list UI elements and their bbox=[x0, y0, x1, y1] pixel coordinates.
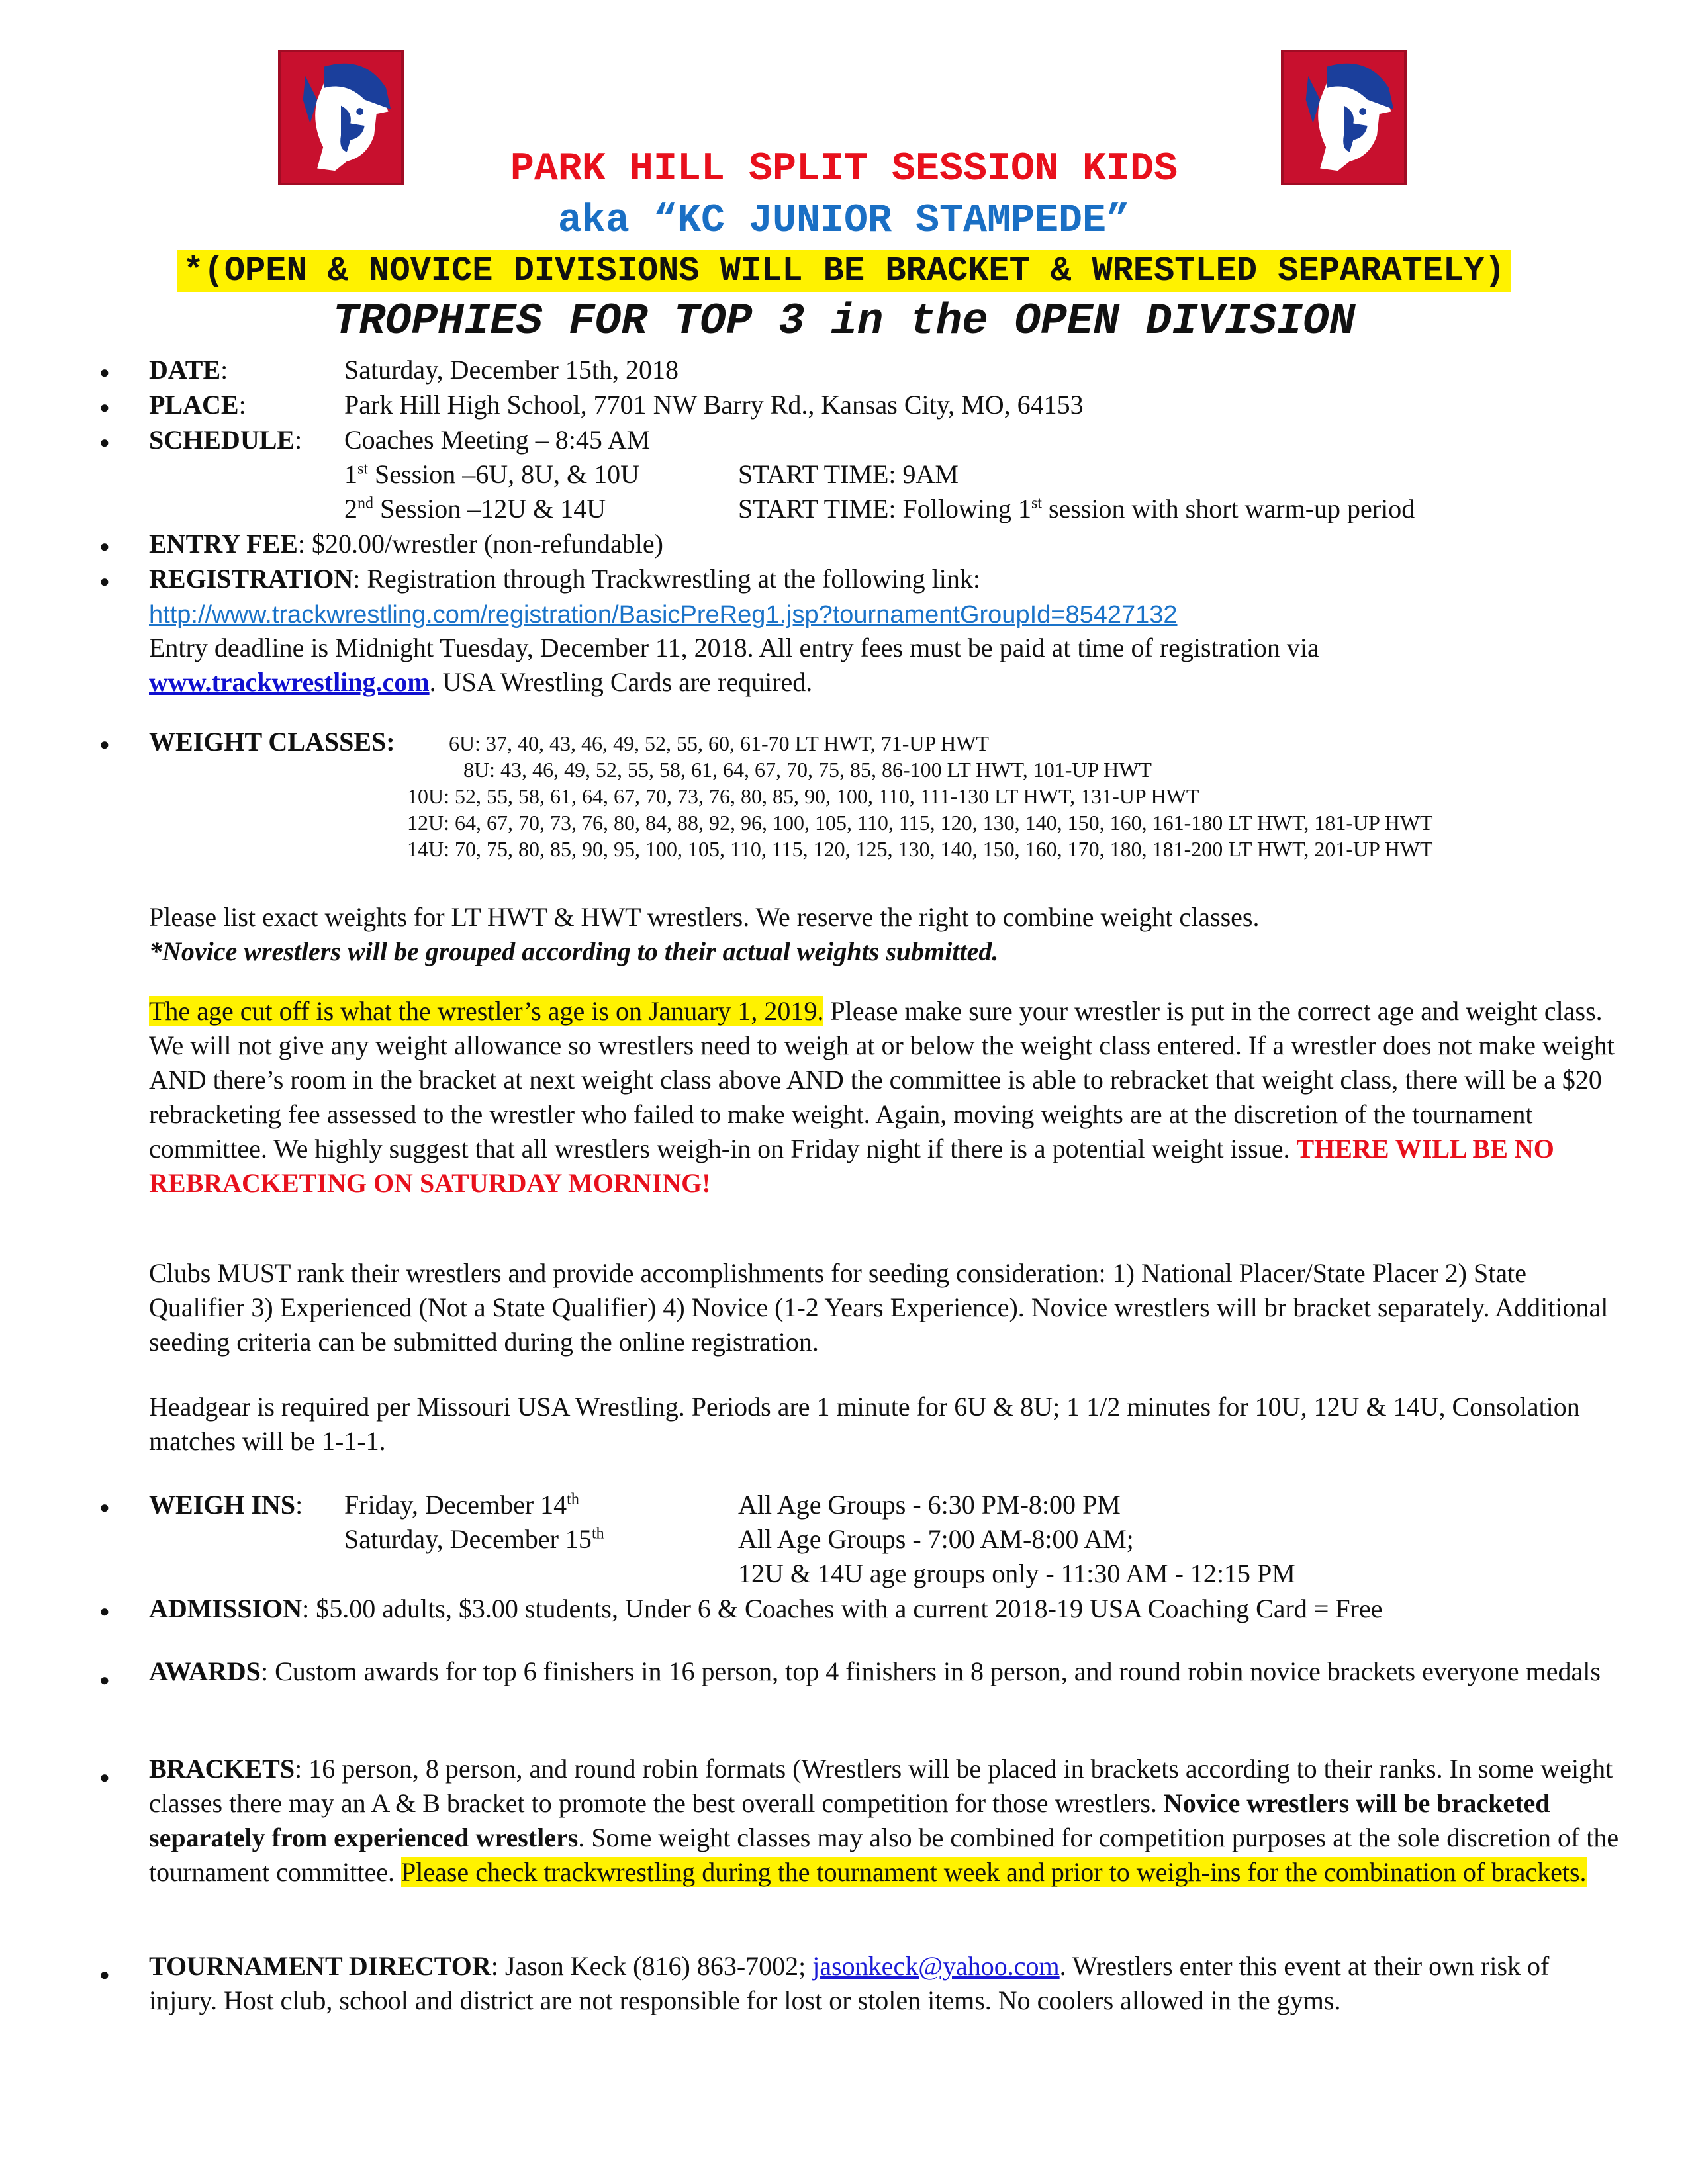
awards: ● AWARDS: Custom awards for top 6 finishers in 16 person, top 4 finishers in 8 person, and round robin novice brackets everyone medals bbox=[149, 1655, 1622, 1689]
date-value: Saturday, December 15th, 2018 bbox=[344, 355, 679, 385]
director-email-link[interactable]: jasonkeck@yahoo.com bbox=[812, 1951, 1060, 1981]
bullet-icon: ● bbox=[99, 1670, 110, 1690]
bullet-icon: ● bbox=[99, 1768, 110, 1787]
novice-note: *Novice wrestlers will be grouped according to their actual weights submitted. bbox=[149, 936, 999, 966]
registration-site: www.trackwrestling.com. USA Wrestling Cards are required. bbox=[149, 667, 813, 697]
page-subtitle: aka “KC JUNIOR STAMPEDE” bbox=[557, 199, 1131, 244]
weigh-ins-saturday-time: All Age Groups - 7:00 AM-8:00 AM; bbox=[738, 1524, 1134, 1554]
bullet-icon: ● bbox=[99, 1498, 110, 1517]
weights-note: Please list exact weights for LT HWT & HWT wrestlers. We reserve the right to combine weight classes. bbox=[149, 902, 1260, 932]
weigh-ins-saturday: Saturday, December 15th bbox=[344, 1524, 604, 1554]
division-notice-wrap bbox=[0, 251, 1688, 291]
bullet-icon: ● bbox=[99, 735, 110, 754]
weigh-ins-label: WEIGH INS: bbox=[149, 1490, 303, 1520]
schedule-session-2-start: START TIME: Following 1st session with short warm-up period bbox=[738, 494, 1415, 523]
registration-intro: REGISTRATION: Registration through Trackwrestling at the following link: bbox=[149, 564, 980, 594]
age-cutoff-paragraph: The age cut off is what the wrestler’s age is on January 1, 2019. Please make sure your wrestler is put in the correct age and weight class. We will not give any weight allowance so wrestlers need to weigh at or below the weight class entered. If a wrestler does not make weight AND there’s room in the bracket at next weight class above AND the committee is able to rebracket that weight class, there will be a $20 rebracketing fee assessed to the wrestler who failed to make weight. Again, moving weights are at the discretion of the tournament committee. We highly suggest that all wrestlers weigh-in on Friday night if there is a potential weight issue. THERE WILL BE NO REBRACKETING ON SATURDAY MORNING! bbox=[149, 996, 1615, 1198]
schedule-coaches: Coaches Meeting – 8:45 AM bbox=[344, 425, 651, 455]
page-title: PARK HILL SPLIT SESSION KIDS bbox=[510, 147, 1178, 192]
entry-fee: ENTRY FEE: $20.00/wrestler (non-refundable) bbox=[149, 529, 663, 559]
date-label: DATE: bbox=[149, 355, 228, 385]
bullet-icon: ● bbox=[99, 398, 110, 417]
brackets: ● BRACKETS: 16 person, 8 person, and round robin formats (Wrestlers will be placed in brackets according to their ranks. In some weight classes there may an A & B bracket to promote the best overall competition for those wrestlers. Novice wrestlers will be bracketed separately from experienced wrestlers. Some weight classes may also be combined for competition purposes at the sole discretion of the tournament committee. Please check trackwrestling during the tournament week and prior to weigh-ins for the combination of brackets. bbox=[99, 1754, 1619, 1887]
weight-row-10u: 10U: 52, 55, 58, 61, 64, 67, 70, 73, 76, 80, 85, 90, 100, 110, 111-130 LT HWT, 131-UP HWT bbox=[407, 784, 1199, 808]
weigh-ins-saturday-time-2: 12U & 14U age groups only - 11:30 AM - 12:15 PM bbox=[738, 1559, 1295, 1588]
bullet-icon: ● bbox=[99, 572, 110, 591]
schedule-session-1: 1st Session –6U, 8U, & 10U bbox=[344, 459, 640, 489]
division-notice: *(OPEN & NOVICE DIVISIONS WILL BE BRACKET & WRESTLED SEPARATELY) bbox=[177, 250, 1510, 292]
weight-row-12u: 12U: 64, 67, 70, 73, 76, 80, 84, 88, 92, 96, 100, 105, 110, 115, 120, 130, 140, 150, 160, 161-180 LT HWT, 181-UP HWT bbox=[407, 811, 1433, 835]
weight-row-6u: 6U: 37, 40, 43, 46, 49, 52, 55, 60, 61-70 LT HWT, 71-UP HWT bbox=[449, 731, 989, 755]
weigh-ins-friday-time: All Age Groups - 6:30 PM-8:00 PM bbox=[738, 1490, 1121, 1520]
weight-row-14u: 14U: 70, 75, 80, 85, 90, 95, 100, 105, 110, 115, 120, 125, 130, 140, 150, 160, 170, 180, 181-200 LT HWT, 201-UP HWT bbox=[407, 837, 1433, 861]
tournament-director: ● TOURNAMENT DIRECTOR: Jason Keck (816) 863-7002; jasonkeck@yahoo.com. Wrestlers enter this event at their own risk of injury. Host club, school and district are not responsible for lost or stolen items. No coolers allowed in the gyms. bbox=[99, 1951, 1550, 2015]
seeding-paragraph: Clubs MUST rank their wrestlers and provide accomplishments for seeding consideration: 1) National Placer/State Placer 2) State Qualifier 3) Experienced (Not a State Qualifier) 4) Novice (1-2 Years Experience). Novice wrestlers will br bracket separately. Additional seeding criteria can be submitted during the online registration. bbox=[149, 1258, 1609, 1357]
schedule-label: SCHEDULE: bbox=[149, 425, 303, 455]
admission: ADMISSION: $5.00 adults, $3.00 students, Under 6 & Coaches with a current 2018-19 USA Coaching Card = Free bbox=[149, 1594, 1383, 1623]
weight-classes-label: WEIGHT CLASSES: bbox=[149, 727, 395, 756]
headgear-paragraph: Headgear is required per Missouri USA Wrestling. Periods are 1 minute for 6U & 8U; 1 1/2 minutes for 10U, 12U & 14U, Consolation matches will be 1-1-1. bbox=[149, 1392, 1580, 1456]
trackwrestling-link[interactable]: www.trackwrestling.com bbox=[149, 667, 430, 697]
weigh-ins-friday: Friday, December 14th bbox=[344, 1490, 579, 1520]
weight-row-8u: 8U: 43, 46, 49, 52, 55, 58, 61, 64, 67, 70, 75, 85, 86-100 LT HWT, 101-UP HWT bbox=[463, 758, 1152, 782]
schedule-session-1-start: START TIME: 9AM bbox=[738, 459, 959, 489]
bullet-icon: ● bbox=[99, 363, 110, 382]
bullet-icon: ● bbox=[99, 1965, 110, 1984]
place-value: Park Hill High School, 7701 NW Barry Rd., Kansas City, MO, 64153 bbox=[344, 390, 1084, 420]
registration-link[interactable]: http://www.trackwrestling.com/registration/BasicPreReg1.jsp?tournamentGroupId=85427132 bbox=[149, 601, 1178, 629]
registration-deadline: Entry deadline is Midnight Tuesday, December 11, 2018. All entry fees must be paid at time of registration via bbox=[149, 633, 1319, 662]
bullet-icon: ● bbox=[99, 1602, 110, 1621]
trophies-heading: TROPHIES FOR TOP 3 in the OPEN DIVISION bbox=[332, 296, 1356, 346]
bullet-icon: ● bbox=[99, 433, 110, 452]
place-label: PLACE: bbox=[149, 390, 246, 420]
schedule-session-2: 2nd Session –12U & 14U bbox=[344, 494, 606, 523]
bullet-icon: ● bbox=[99, 537, 110, 556]
